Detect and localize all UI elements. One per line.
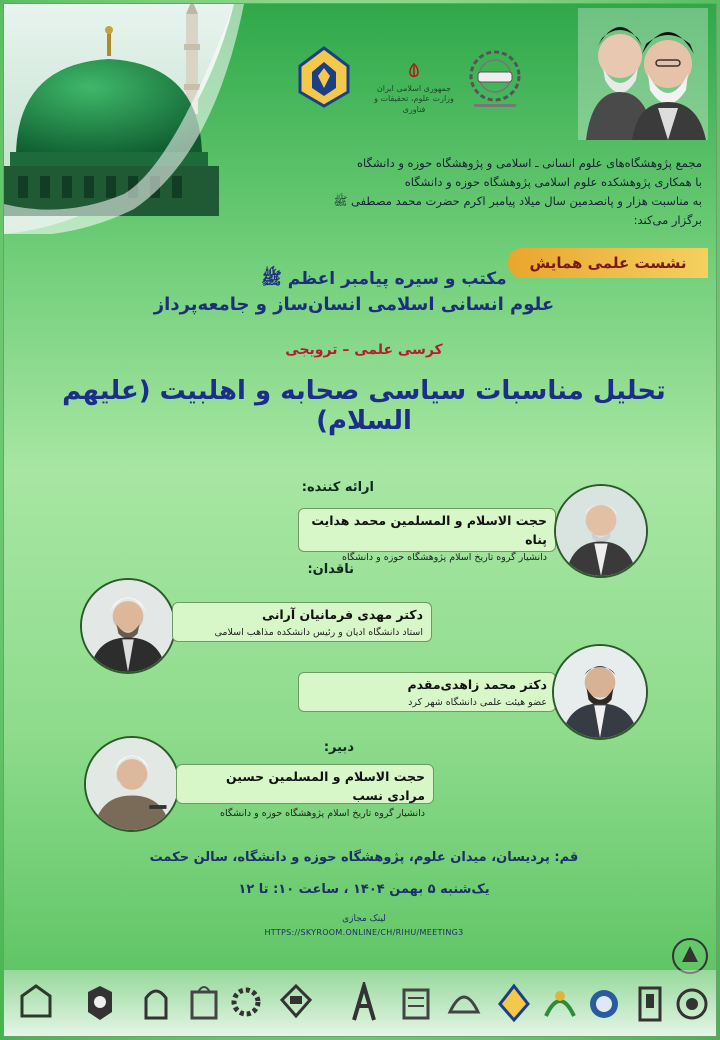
partner-logos-strip <box>4 970 717 1036</box>
partner-logo-6 <box>278 982 314 1026</box>
conference-title-line1: مکتب و سیره پیامبر اعظم ﷺ <box>261 269 507 289</box>
presenter-box <box>298 508 556 563</box>
venue-text: قم: پردیسان، میدان علوم، پژوهشگاه حوزه و دانشگاه، سالن حکمت <box>149 850 579 865</box>
partner-logo-14 <box>674 982 710 1026</box>
main-title: تحلیل مناسبات سیاسی صحابه و اهلبیت (علیهم السلام) <box>62 376 666 436</box>
secretary-desc: دانشیار گروه تاریخ اسلام پژوهشگاه حوزه و دانشگاه <box>220 807 425 819</box>
secretary-photo <box>84 736 180 832</box>
secretary-box <box>176 764 434 819</box>
partner-logo-9 <box>446 982 482 1026</box>
kursi-label: کرسی علمی – ترویجی <box>285 342 443 358</box>
critic1-desc: استاد دانشگاه ادیان و رئیس دانشکده مذاهب اسلامی <box>214 626 423 638</box>
partner-logo-2 <box>82 982 118 1026</box>
ministry-line1: جمهوری اسلامی ایران <box>376 84 452 93</box>
intro-text <box>142 154 702 230</box>
virtual-link[interactable]: HTTPS://SKYROOM.ONLINE/CH/RIHU/MEETING3 <box>264 928 464 937</box>
leaders-portrait <box>578 8 708 140</box>
ministry-line2: وزارت علوم، تحقیقات و فناوری <box>374 94 454 114</box>
partner-logo-10 <box>496 982 532 1026</box>
presenter-photo <box>554 484 648 578</box>
intro-line1: مجمع پژوهشگاه‌های علوم انسانی ـ اسلامی و پژوهشگاه حوزه و دانشگاه <box>357 156 702 170</box>
partner-logo-3 <box>138 982 174 1026</box>
partner-logo-8 <box>398 982 434 1026</box>
partner-logo-1 <box>18 982 54 1026</box>
partner-logo-7 <box>346 982 382 1026</box>
secretary-name: حجت الاسلام و المسلمین حسین مرادی نسب <box>226 769 425 803</box>
presenter-desc: دانشیار گروه تاریخ اسلام پژوهشگاه حوزه و دانشگاه <box>342 551 547 563</box>
partner-logo-11 <box>542 982 578 1026</box>
datetime-text: یک‌شنبه ۵ بهمن ۱۴۰۴ ، ساعت ۱۰: تا ۱۲ <box>238 882 490 897</box>
research-institute-logo <box>294 44 354 114</box>
intro-line4: برگزار می‌کند: <box>633 212 702 227</box>
critic2-box <box>298 672 556 712</box>
critic1-name: دکتر مهدی فرمانیان آرانی <box>262 607 423 622</box>
partner-logo-12 <box>586 982 622 1026</box>
1500-anniversary-logo <box>464 44 526 114</box>
virtual-link-label: لینک مجازی <box>342 914 386 924</box>
intro-line2: با همکاری پژوهشکده علوم اسلامی پژوهشگاه حوزه و دانشگاه <box>404 174 702 189</box>
partner-logo-5 <box>228 982 264 1026</box>
partner-logo-13 <box>632 982 668 1026</box>
conference-title-line2: علوم انسانی اسلامی انسان‌ساز و جامعه‌پرداز <box>153 294 555 315</box>
poster <box>3 3 717 1037</box>
ministry-of-science-logo <box>364 62 464 122</box>
critic2-name: دکتر محمد زاهدی‌مقدم <box>407 677 547 692</box>
critic2-photo <box>552 644 648 740</box>
presenter-name: حجت الاسلام و المسلمین محمد هدایت پناه <box>311 513 547 547</box>
event-tag: نشست علمی همایش <box>508 248 708 278</box>
secretary-role: دبیر: <box>323 740 354 755</box>
intro-line3: به مناسبت هزار و پانصدمین سال میلاد پیامبر اکرم حضرت محمد مصطفی ﷺ <box>333 193 702 208</box>
critic1-photo <box>80 578 176 674</box>
critics-role: ناقدان: <box>307 562 354 577</box>
presenter-role: ارائه کننده: <box>301 480 374 495</box>
critic2-desc: عضو هیئت علمی دانشگاه شهر کرد <box>408 696 547 708</box>
partner-logo-4 <box>186 982 222 1026</box>
critic1-box <box>172 602 432 642</box>
